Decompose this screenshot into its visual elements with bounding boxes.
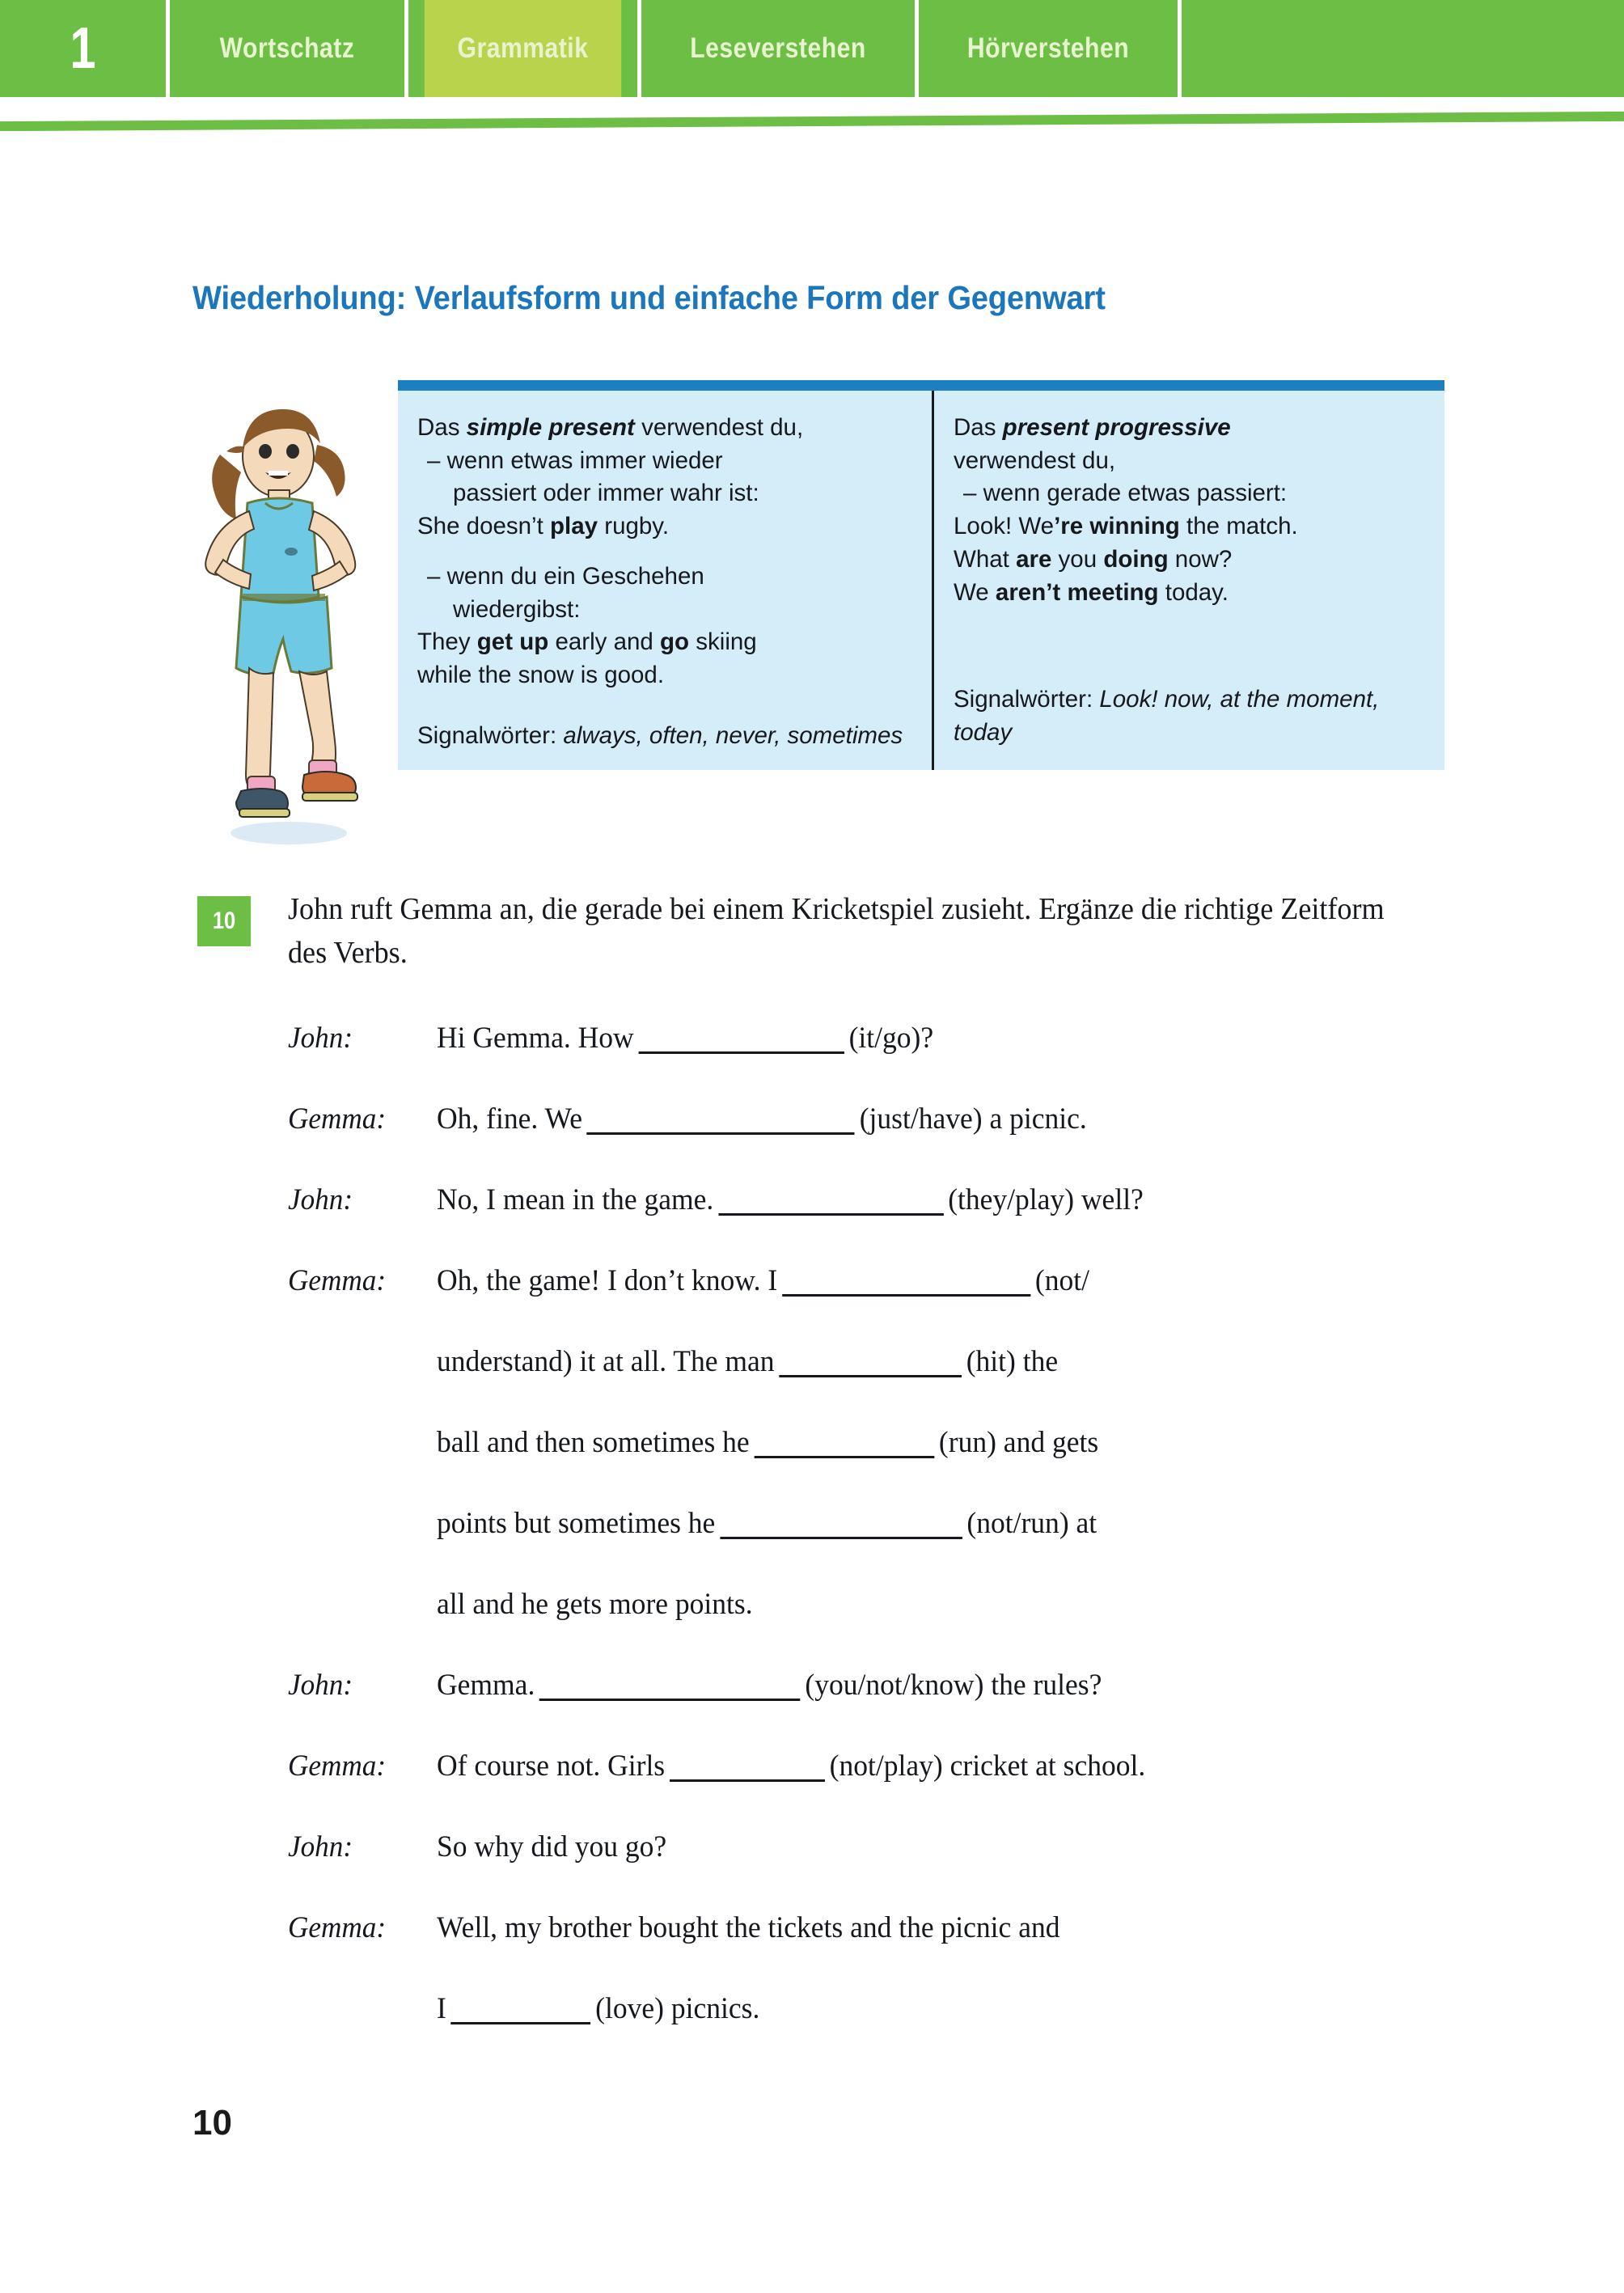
pp-ex3-pre: We — [954, 578, 996, 606]
signal-label: Signalwörter: — [417, 721, 564, 749]
signal-label: Signalwörter: — [954, 686, 1100, 713]
tab-separator — [404, 0, 408, 97]
dialogue-line — [288, 1425, 1501, 1506]
pp-ex3-post: today. — [1158, 578, 1229, 606]
answer-blank[interactable] — [779, 1375, 962, 1377]
dialogue-line — [288, 1830, 1501, 1910]
tab-separator — [166, 0, 170, 97]
cartoon-girl-illustration — [188, 398, 390, 851]
dialogue-text — [437, 1668, 1458, 1703]
spacer — [417, 544, 914, 561]
sp-bullet-1-line-2: passiert oder immer wahr ist: — [453, 480, 759, 507]
dialogue-exercise — [288, 1021, 1501, 2072]
dialogue-text — [437, 1749, 1458, 1783]
intro-text-b: verwendest du, — [634, 414, 804, 441]
dialogue-text — [437, 1182, 1458, 1217]
dialogue-speaker: Gemma: — [288, 1749, 387, 1783]
dialogue-text — [437, 1021, 1458, 1056]
dialogue-speaker: John: — [288, 1830, 353, 1864]
dialogue-speaker: Gemma: — [288, 1102, 387, 1136]
dialogue-text-before-blank: Oh, fine. We — [437, 1102, 582, 1136]
dialogue-text-after-blank: (not/ — [1034, 1264, 1090, 1297]
ex1-pre: She doesn’t — [417, 513, 551, 540]
answer-blank[interactable] — [782, 1294, 1030, 1297]
pp-intro-line-2: verwendest du, — [954, 446, 1116, 474]
sp-bullet-2-line-2: wiedergibst: — [453, 595, 581, 623]
dialogue-text-before-blank: all and he gets more points. — [437, 1588, 753, 1621]
dialogue-text-after-blank: (hit) the — [966, 1345, 1059, 1378]
term-simple-present: simple present — [466, 414, 635, 441]
sp-signal-words — [417, 720, 914, 753]
dialogue-speaker: John: — [288, 1669, 353, 1702]
answer-blank[interactable] — [451, 2022, 591, 2024]
dialogue-text-before-blank: So why did you go? — [437, 1830, 667, 1864]
dialogue-line — [288, 1263, 1501, 1344]
pp-ex2-post: now? — [1168, 545, 1233, 573]
exercise-number-badge: 10 — [197, 896, 251, 946]
dialogue-text — [437, 1425, 1458, 1460]
pp-intro-a: Das — [954, 414, 1003, 441]
answer-blank[interactable] — [754, 1456, 934, 1458]
signal-words: always, often, never, sometimes — [563, 721, 903, 749]
answer-blank[interactable] — [720, 1537, 962, 1539]
dialogue-line — [288, 1102, 1501, 1182]
dialogue-text — [437, 1506, 1458, 1541]
dialogue-text — [437, 1991, 1458, 2026]
pp-ex2-mid: you — [1051, 545, 1104, 573]
dialogue-text-before-blank: Oh, the game! I don’t know. I — [437, 1264, 778, 1297]
ex2-bold-1: get up — [476, 628, 549, 656]
tab-separator — [637, 0, 641, 97]
tab-hoerverstehen[interactable]: Hörverstehen — [966, 32, 1130, 64]
answer-blank[interactable] — [638, 1051, 844, 1054]
pp-ex2-pre: What — [954, 545, 1017, 573]
pp-ex3-bold: aren’t meeting — [995, 578, 1159, 606]
pp-ex1-bold: ’re winning — [1054, 513, 1180, 540]
dialogue-text — [437, 1344, 1458, 1379]
ex1-bold: play — [550, 513, 598, 540]
dialogue-line — [288, 1344, 1501, 1425]
dialogue-text-after-blank: (run) and gets — [938, 1426, 1099, 1459]
intro-text-a: Das — [417, 414, 467, 441]
tab-separator — [1178, 0, 1182, 97]
term-present-progressive: present progressive — [1002, 414, 1231, 441]
exercise-instruction: John ruft Gemma an, die gerade bei einem Kricketspiel zusieht. Ergänze die richtige Zeitform des Verbs. — [288, 892, 1385, 970]
signal-words: Look! now, at the moment, today — [954, 686, 1380, 746]
dialogue-text — [437, 1587, 1458, 1622]
dialogue-text-after-blank: (not/run) at — [966, 1507, 1097, 1540]
dialogue-text-before-blank: Gemma. — [437, 1669, 535, 1702]
page-header — [0, 0, 1624, 97]
dialogue-text-before-blank: Hi Gemma. How — [437, 1022, 634, 1055]
pp-example-2 — [954, 544, 1427, 577]
dialogue-line — [288, 1668, 1501, 1749]
answer-blank[interactable] — [670, 1779, 825, 1782]
dialogue-text-before-blank: No, I mean in the game. — [437, 1183, 714, 1216]
sp-bullet-1-line-1: – wenn etwas immer wieder — [427, 446, 723, 474]
dialogue-text-after-blank: (you/not/know) the rules? — [805, 1669, 1102, 1702]
answer-blank[interactable] — [718, 1213, 943, 1216]
pp-ex2-bold-2: doing — [1103, 545, 1169, 573]
dialogue-line — [288, 1991, 1501, 2072]
pp-bullet-1: – wenn gerade etwas passiert: — [963, 480, 1288, 507]
dialogue-text-before-blank: points but sometimes he — [437, 1507, 716, 1540]
chapter-number: 1 — [70, 16, 96, 81]
dialogue-line — [288, 1910, 1501, 1991]
dialogue-text-before-blank: Well, my brother bought the tickets and the picnic and — [437, 1911, 1060, 1944]
wave-strip — [0, 112, 1624, 131]
ex2-pre: They — [417, 628, 477, 656]
dialogue-speaker: John: — [288, 1022, 353, 1055]
answer-blank[interactable] — [539, 1699, 801, 1701]
tab-grammatik[interactable]: Grammatik — [425, 0, 621, 97]
dialogue-speaker: Gemma: — [288, 1911, 387, 1944]
header-wave-divider — [0, 97, 1624, 131]
dialogue-line — [288, 1506, 1501, 1587]
answer-blank[interactable] — [587, 1132, 855, 1135]
dialogue-text-after-blank: (just/have) a picnic. — [859, 1102, 1087, 1136]
ex2-bold-2: go — [660, 628, 690, 656]
dialogue-text — [437, 1102, 1458, 1136]
pp-ex1-pre: Look! We — [954, 513, 1055, 540]
dialogue-text-before-blank: Of course not. Girls — [437, 1749, 666, 1783]
dialogue-text-before-blank: I — [437, 1992, 446, 2025]
dialogue-text — [437, 1910, 1458, 1945]
sp-example-2-line-2: while the snow is good. — [417, 661, 665, 688]
sp-bullet-2-line-1: – wenn du ein Geschehen — [427, 562, 704, 590]
ex2-mid: early and — [548, 628, 661, 656]
dialogue-line — [288, 1021, 1501, 1102]
dialogue-text-after-blank: (not/play) cricket at school. — [829, 1749, 1146, 1783]
page-number: 10 — [192, 2103, 232, 2143]
sp-example-1 — [417, 510, 914, 544]
grammar-info-box — [398, 380, 1444, 770]
tab-separator — [915, 0, 919, 97]
dialogue-text-before-blank: understand) it at all. The man — [437, 1345, 775, 1378]
pp-signal-words — [954, 683, 1427, 749]
tab-leseverstehen[interactable]: Leseverstehen — [690, 32, 866, 64]
ex1-post: rugby. — [598, 513, 670, 540]
simple-present-intro — [417, 412, 914, 445]
sp-example-2 — [417, 626, 914, 659]
dialogue-text — [437, 1263, 1458, 1298]
present-progressive-intro — [954, 412, 1427, 445]
dialogue-line — [288, 1182, 1501, 1263]
dialogue-text-after-blank: (they/play) well? — [948, 1183, 1144, 1216]
page-title: Wiederholung: Verlaufsform und einfache Form der Gegenwart — [192, 279, 1106, 316]
pp-example-1 — [954, 510, 1427, 544]
pp-ex2-bold-1: are — [1016, 545, 1052, 573]
dialogue-text — [437, 1830, 1458, 1864]
ex2-post: skiing — [689, 628, 757, 656]
grammar-box-left-column — [398, 391, 932, 770]
dialogue-text-before-blank: ball and then sometimes he — [437, 1426, 750, 1459]
dialogue-line — [288, 1749, 1501, 1830]
dialogue-speaker: John: — [288, 1183, 353, 1216]
tab-wortschatz[interactable]: Wortschatz — [219, 32, 355, 64]
dialogue-text-after-blank: (it/go)? — [848, 1022, 934, 1055]
pp-ex1-post: the match. — [1179, 513, 1298, 540]
dialogue-line — [288, 1587, 1501, 1668]
dialogue-text-after-blank: (love) picnics. — [595, 1992, 760, 2025]
dialogue-speaker: Gemma: — [288, 1264, 387, 1297]
grammar-box-right-column — [932, 391, 1444, 770]
pp-example-3 — [954, 577, 1427, 610]
